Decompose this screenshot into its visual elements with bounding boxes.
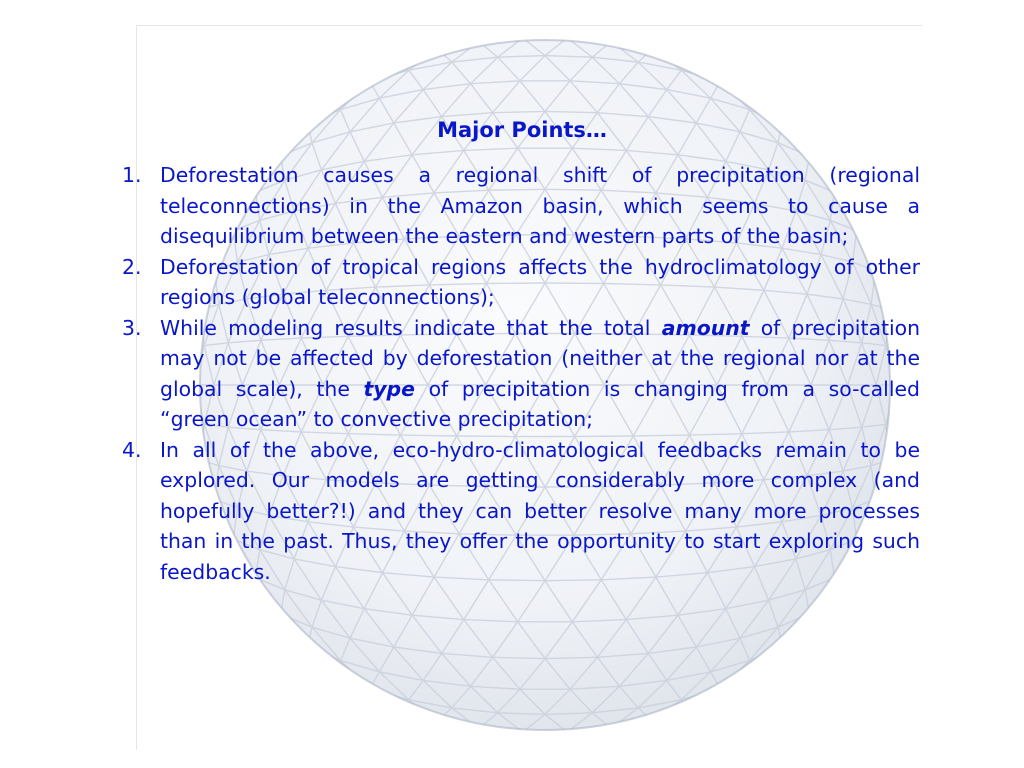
list-number: 3. — [122, 315, 142, 340]
list-number: 4. — [122, 437, 142, 462]
emphasis-amount: amount — [661, 315, 750, 340]
list-item-text: of precipitation may not be affected by deforestation (neither at the regional nor at the global scale), the — [160, 315, 921, 401]
list-item — [122, 160, 920, 252]
list-item — [122, 313, 920, 435]
list-number: 1. — [122, 163, 142, 187]
list-item — [122, 252, 920, 313]
list-number: 2. — [122, 254, 142, 279]
list-item — [122, 435, 920, 588]
list-item-text: of precipitation is changing from a so-called “green ocean” to convective precipitation; — [160, 376, 920, 431]
list-item-text: In all of the above, eco-hydro-climatological feedbacks remain to be explored. Our models are getting considerably more complex (and hopefully better?!) and they can better resolve many more processes than in the past. Thus, they offer the opportunity to start exploring such feedbacks. — [160, 437, 920, 584]
slide-title: Major Points… — [437, 118, 607, 142]
list-item-text: Deforestation of tropical regions affects the hydroclimatology of other regions (global teleconnections); — [160, 254, 920, 309]
emphasis-type: type — [363, 376, 415, 401]
major-points-list — [122, 160, 920, 587]
list-item-text: Deforestation causes a regional shift of precipitation (regional teleconnections) in the Amazon basin, which seems to cause a disequilibrium between the eastern and western parts of the basin; — [160, 163, 920, 248]
list-item-text: While modeling results indicate that the total — [160, 315, 662, 340]
